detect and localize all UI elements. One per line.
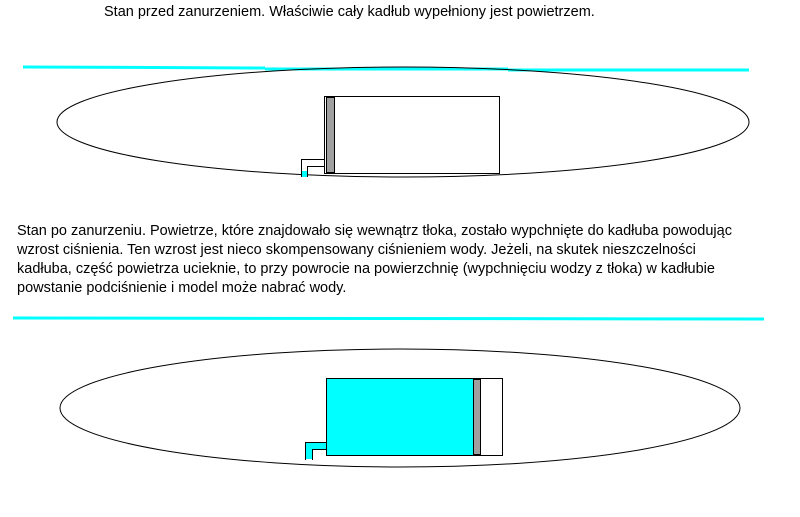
water-surface-line	[23, 67, 265, 68]
inlet-pipe	[313, 450, 327, 461]
cylinder	[325, 97, 500, 174]
inlet-water	[302, 171, 307, 177]
caption-after-line: kadłuba, część powietrza ucieknie, to przy powrocie na powierzchnię (wypchnięciu wodzy z tłoka) w kadłubie	[17, 261, 715, 277]
inlet-water	[306, 443, 326, 449]
caption-before-diving: Stan przed zanurzeniem. Właściwie cały kadłub wypełniony jest powietrzem.	[104, 4, 595, 20]
piston	[474, 380, 481, 455]
caption-after-line: powstanie podciśnienie i model może nabrać wody.	[17, 280, 347, 296]
piston	[327, 98, 335, 173]
diagram-before	[23, 67, 749, 177]
caption-after-line: Stan po zanurzeniu. Powietrze, które znajdowało się wewnątrz tłoka, zostało wypchnięte do kadłuba powodując	[17, 223, 732, 239]
water-surface-line	[13, 318, 764, 319]
inlet-water	[306, 449, 312, 459]
diagram-after	[13, 318, 764, 467]
caption-after-line: wzrost ciśnienia. Ten wzrost jest nieco skompensowany ciśnieniem wody. Jeżeli, na skutek nieszczelności	[17, 242, 696, 258]
cylinder-water-fill	[327, 379, 476, 455]
